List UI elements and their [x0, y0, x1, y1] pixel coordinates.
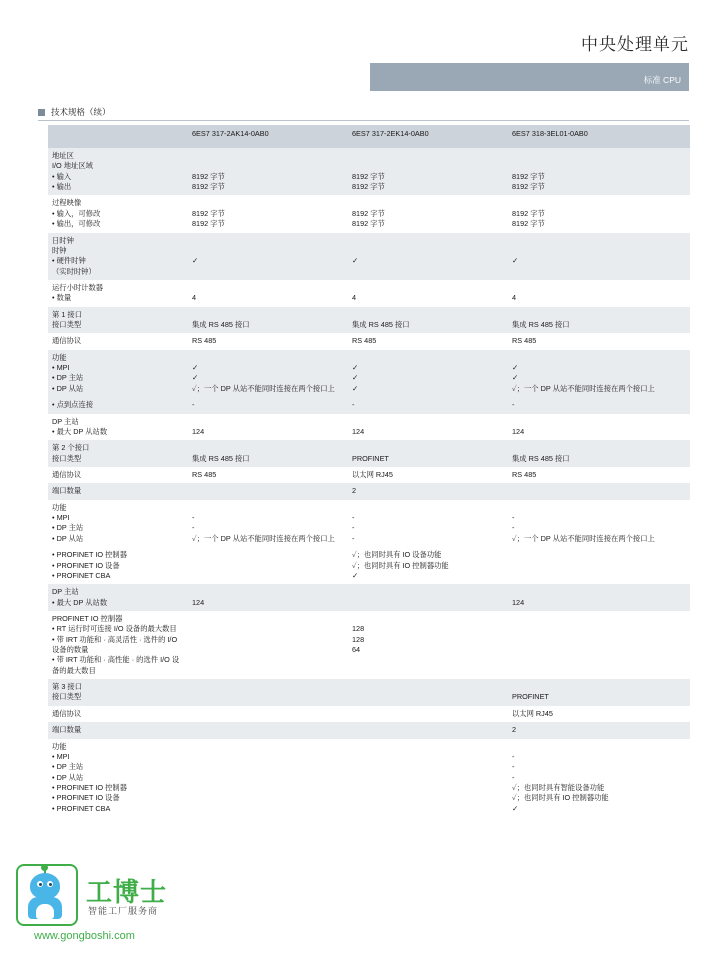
table-cell: 8192 字节 8192 字节 [508, 195, 690, 232]
column-header-2: 6ES7 317-2EK14-0AB0 [348, 125, 508, 148]
brand-name: 工博士 [86, 877, 168, 907]
table-row [48, 611, 690, 679]
table-cell: 4 [348, 280, 508, 307]
table-cell: ✓ ✓ ✓；一个 DP 从站不能同时连接在两个接口上 [508, 350, 690, 397]
table-cell: DP 主站 • 最大 DP 从站数 [48, 584, 188, 611]
table-cell: 通信协议 [48, 467, 188, 483]
table-cell: ✓ [188, 233, 348, 280]
table-cell [188, 722, 348, 738]
table-row [48, 233, 690, 280]
table-cell: - - ✓；一个 DP 从站不能同时连接在两个接口上 [508, 500, 690, 547]
table-cell: 通信协议 [48, 333, 188, 349]
table-row [48, 397, 690, 413]
table-cell: 端口数量 [48, 483, 188, 499]
table-cell: • PROFINET IO 控制器 • PROFINET IO 设备 • PROFINET CBA [48, 547, 188, 584]
table-row [48, 440, 690, 467]
table-row [48, 706, 690, 722]
table-cell: PROFINET IO 控制器 • RT 运行时可连接 I/O 设备的最大数目 • 带 IRT 功能和 · 高灵活性 · 选件的 I/O 设备的数量 • 带 IRT 功能和 · 高性能 · 的选件 I/O 设备的最大数目 [48, 611, 188, 679]
table-cell: 124 [508, 584, 690, 611]
table-cell: ✓ [348, 233, 508, 280]
table-cell: RS 485 [348, 333, 508, 349]
table-cell: RS 485 [188, 467, 348, 483]
table-cell: - - - [348, 500, 508, 547]
table-cell: 以太网 RJ45 [348, 467, 508, 483]
table-row [48, 414, 690, 441]
footer-logo [16, 864, 266, 944]
subtitle-bar [370, 63, 689, 91]
table-cell: 集成 RS 485 接口 [508, 307, 690, 334]
table-row [48, 722, 690, 738]
table-cell: - [508, 397, 690, 413]
table-row [48, 483, 690, 499]
table-cell: 集成 RS 485 接口 [188, 307, 348, 334]
table-cell: 8192 字节 8192 字节 [188, 195, 348, 232]
table-cell [348, 679, 508, 706]
table-cell: 集成 RS 485 接口 [508, 440, 690, 467]
table-row [48, 333, 690, 349]
table-cell: PROFINET [508, 679, 690, 706]
brand-tagline: 智能工厂服务商 [88, 906, 159, 916]
mascot-head-icon [30, 873, 60, 899]
table-cell: 4 [508, 280, 690, 307]
table-cell: 8192 字节 8192 字节 [348, 148, 508, 195]
table-cell: 124 [348, 414, 508, 441]
table-cell: RS 485 [188, 333, 348, 349]
subtitle-label: 标准 CPU [643, 75, 681, 85]
table-cell: 过程映像 • 输入，可修改 • 输出，可修改 [48, 195, 188, 232]
table-cell: • 点到点连接 [48, 397, 188, 413]
table-cell [188, 706, 348, 722]
table-cell [508, 547, 690, 584]
table-cell: 128 128 64 [348, 611, 508, 679]
table-cell: 2 [348, 483, 508, 499]
table-cell: - [348, 397, 508, 413]
table-cell [348, 584, 508, 611]
table-cell [188, 679, 348, 706]
brand-url: www.gongboshi.com [34, 930, 135, 942]
table-cell: ✓ ✓ ✓；一个 DP 从站不能同时连接在两个接口上 [188, 350, 348, 397]
table-cell [348, 739, 508, 818]
table-cell: DP 主站 • 最大 DP 从站数 [48, 414, 188, 441]
section-heading [38, 106, 111, 118]
table-cell: 4 [188, 280, 348, 307]
table-cell: 运行小时计数器 • 数量 [48, 280, 188, 307]
table-cell: ✓ [508, 233, 690, 280]
table-row [48, 467, 690, 483]
table-cell: ✓；也同时具有 IO 设备功能 ✓；也同时具有 IO 控制器功能 ✓ [348, 547, 508, 584]
header-divider [38, 120, 689, 121]
section-heading-label: 技术规格（续） [51, 107, 111, 117]
table-cell: 2 [508, 722, 690, 738]
table-row [48, 195, 690, 232]
table-cell: 功能 • MPI • DP 主站 • DP 从站 • PROFINET IO 控制器 • PROFINET IO 设备 • PROFINET CBA [48, 739, 188, 818]
table-cell: - - ✓；一个 DP 从站不能同时连接在两个接口上 [188, 500, 348, 547]
square-bullet-icon [38, 109, 45, 116]
table-cell: - - - ✓；也同时具有智能设备功能 ✓；也同时具有 IO 控制器功能 ✓ [508, 739, 690, 818]
table-cell: 功能 • MPI • DP 主站 • DP 从站 [48, 350, 188, 397]
mascot-pupil-right-icon [49, 883, 52, 886]
table-row [48, 280, 690, 307]
table-cell: 124 [188, 584, 348, 611]
table-cell: 8192 字节 8192 字节 [348, 195, 508, 232]
table-cell: 第 2 个接口 接口类型 [48, 440, 188, 467]
table-cell [508, 611, 690, 679]
table-row [48, 148, 690, 195]
column-header-1: 6ES7 317-2AK14-0AB0 [188, 125, 348, 148]
table-cell: 端口数量 [48, 722, 188, 738]
table-cell: 8192 字节 8192 字节 [508, 148, 690, 195]
table-cell: 日时钟 时钟 • 硬件时钟 （实时时钟） [48, 233, 188, 280]
page-title: 中央处理单元 [581, 35, 689, 54]
table-cell [188, 739, 348, 818]
table-cell: ✓ ✓ ✓ [348, 350, 508, 397]
table-row [48, 307, 690, 334]
table-cell [188, 547, 348, 584]
table-cell: 以太网 RJ45 [508, 706, 690, 722]
table-cell [188, 611, 348, 679]
table-cell: 集成 RS 485 接口 [348, 307, 508, 334]
mascot-pupil-left-icon [39, 883, 42, 886]
table-cell: PROFINET [348, 440, 508, 467]
table-cell: 第 1 接口 接口类型 [48, 307, 188, 334]
column-header-3: 6ES7 318-3EL01-0AB0 [508, 125, 690, 148]
table-cell: RS 485 [508, 467, 690, 483]
table-row [48, 350, 690, 397]
mascot-belly-icon [36, 904, 54, 919]
table-row [48, 739, 690, 818]
table-body [48, 148, 690, 817]
table-row [48, 500, 690, 547]
table-cell [348, 722, 508, 738]
table-row [48, 679, 690, 706]
table-cell: 功能 • MPI • DP 主站 • DP 从站 [48, 500, 188, 547]
table-cell: 通信协议 [48, 706, 188, 722]
specifications-table [48, 125, 690, 817]
table-row [48, 584, 690, 611]
table-cell: - [188, 397, 348, 413]
table-cell: 集成 RS 485 接口 [188, 440, 348, 467]
table-cell [508, 483, 690, 499]
table-header-row [48, 125, 690, 148]
table-cell: RS 485 [508, 333, 690, 349]
table-cell: 第 3 接口 接口类型 [48, 679, 188, 706]
table-cell: 8192 字节 8192 字节 [188, 148, 348, 195]
table-cell: 124 [508, 414, 690, 441]
table-cell [188, 483, 348, 499]
table-cell: 地址区 I/O 地址区域 • 输入 • 输出 [48, 148, 188, 195]
table-cell: 124 [188, 414, 348, 441]
table-cell [348, 706, 508, 722]
column-header-0 [48, 125, 188, 148]
table-row [48, 547, 690, 584]
